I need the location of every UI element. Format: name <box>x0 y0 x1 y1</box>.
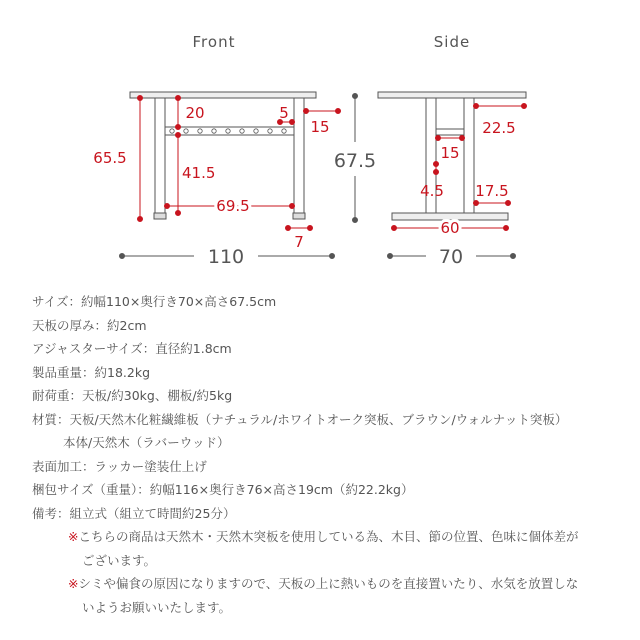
dim-side-inner: 15 <box>440 144 460 162</box>
spec-sep: ： <box>82 364 95 380</box>
dim-side-foot-height: 4.5 <box>420 182 444 200</box>
spec-label: 材質 <box>32 411 58 427</box>
dim-front-shelf-width: 69.5 <box>216 197 250 215</box>
spec-label: 梱包サイズ（重量） <box>32 482 138 497</box>
note-mark: ※ <box>68 576 79 591</box>
spec-sep: ： <box>69 388 83 403</box>
dim-front-height: 65.5 <box>93 149 127 167</box>
spec-label: 表面加工 <box>32 458 83 474</box>
spec-value: 約幅110×奥行き70×高さ67.5cm <box>81 294 277 309</box>
spec-value: 天板/約30kg、棚板/約5kg <box>82 388 233 403</box>
side-view-title: Side <box>433 33 471 51</box>
spec-row-finish <box>32 455 632 479</box>
spec-label: 天板の厚み <box>32 317 95 333</box>
dim-side-base-width: 60 <box>440 219 460 237</box>
spec-label: 備考 <box>32 505 58 521</box>
spec-label: サイズ <box>32 294 69 309</box>
spec-value: 約幅116×奥行き76×高さ19cm（約22.2kg） <box>149 482 414 497</box>
spec-row-size <box>32 290 632 314</box>
dimension-diagram <box>0 0 640 290</box>
note-text: こちらの商品は天然木・天然木突板を使用している為、木目、節の位置、色味に個体差が <box>78 529 579 544</box>
spec-sep: ： <box>142 341 156 356</box>
note-text: シミや偏食の原因になりますので、天板の上に熱いものを直接置いたり、水気を放置しな <box>78 576 579 591</box>
note-natural-wood <box>32 525 632 549</box>
spec-row-load <box>32 384 632 408</box>
dim-side-width: 70 <box>438 246 464 268</box>
spec-row-weight <box>32 361 632 385</box>
dim-front-width: 110 <box>207 246 245 268</box>
spec-value: 組立式（組立て時間約25分） <box>69 505 236 521</box>
front-left-foot <box>154 213 166 219</box>
note-text: ございます。 <box>82 552 157 568</box>
dim-side-overhang: 22.5 <box>482 119 516 137</box>
front-tabletop <box>130 92 316 98</box>
spec-list <box>32 290 632 619</box>
spec-sep: ： <box>57 505 70 521</box>
front-right-foot <box>293 213 305 219</box>
spec-sep: ： <box>94 317 108 333</box>
note-text: いようお願いいたします。 <box>82 599 232 615</box>
front-right-leg <box>294 98 304 219</box>
spec-row-material <box>32 408 632 432</box>
dim-front-foot: 7 <box>294 233 304 251</box>
note-heat-water <box>32 572 632 596</box>
spec-value: 直径約1.8cm <box>155 341 232 356</box>
spec-row-material-body <box>32 431 632 455</box>
note-natural-wood-cont <box>32 549 632 573</box>
spec-label: 製品重量 <box>32 364 83 380</box>
spec-sep: ： <box>68 294 82 309</box>
spec-value: 天板/天然木化粧繊維板（ナチュラル/ホワイトオーク突板、ブラウン/ウォルナット突板） <box>69 411 568 427</box>
front-view-title: Front <box>192 33 236 51</box>
spec-value: 約18.2kg <box>94 364 151 380</box>
spec-row-package <box>32 478 632 502</box>
dim-side-base-offset: 17.5 <box>475 182 509 200</box>
spec-value: 約2cm <box>107 317 147 333</box>
front-shelf-slots <box>170 129 286 133</box>
spec-row-remarks <box>32 502 632 526</box>
spec-sep: ： <box>82 458 95 474</box>
spec-sep: ： <box>137 482 150 497</box>
dim-front-top-gap: 20 <box>185 104 205 122</box>
side-tabletop <box>378 92 526 98</box>
spec-row-adjuster <box>32 337 632 361</box>
spec-sep: ： <box>57 411 70 427</box>
spec-value: 本体/天然木（ラバーウッド） <box>63 435 230 450</box>
dim-front-shelf-height: 41.5 <box>182 164 216 182</box>
dim-front-leg-inset: 5 <box>279 104 289 122</box>
note-heat-water-cont <box>32 596 632 620</box>
side-right-post <box>464 98 474 213</box>
spec-row-thickness <box>32 314 632 338</box>
dim-total-height: 67.5 <box>333 150 377 172</box>
spec-label: 耐荷重 <box>32 388 70 403</box>
note-mark: ※ <box>68 529 79 544</box>
spec-value: ラッカー塗装仕上げ <box>94 458 207 474</box>
dim-front-leg-offset: 15 <box>310 118 330 136</box>
side-shelf <box>436 129 464 135</box>
front-left-leg <box>155 98 165 219</box>
spec-label: アジャスターサイズ <box>32 341 143 356</box>
